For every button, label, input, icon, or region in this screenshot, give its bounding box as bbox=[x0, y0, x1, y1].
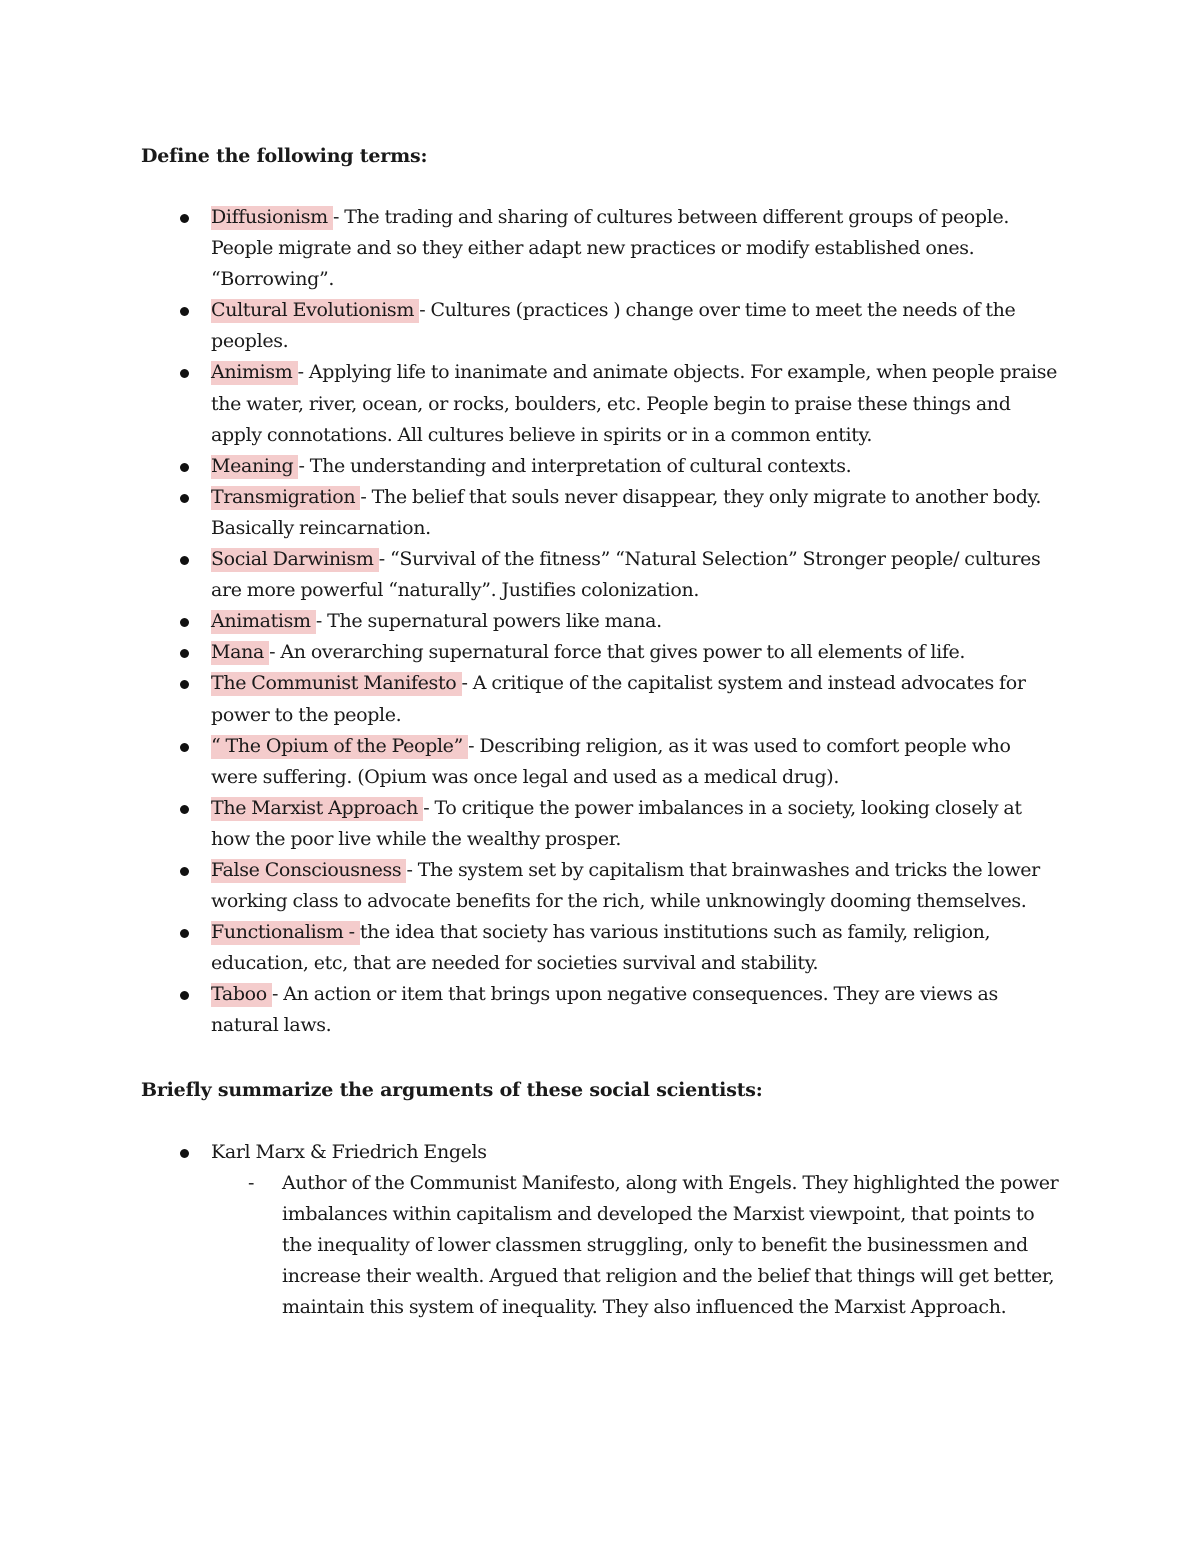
term-definition: - The understanding and interpretation of cultural contexts. bbox=[298, 454, 852, 477]
term-definition: - “Survival of the fitness” “Natural Selection” Stronger people/ cultures are more powerful “naturally”. Justifies colonization. bbox=[211, 548, 1041, 602]
term-definition: - The system set by capitalism that brainwashes and tricks the lower working class to advocate benefits for the rich, while unknowingly dooming themselves. bbox=[211, 858, 1040, 913]
bullet-icon bbox=[180, 307, 189, 316]
term-highlight: Cultural Evolutionism bbox=[211, 299, 420, 322]
section-heading-social-scientists: Briefly summarize the arguments of these social scientists: bbox=[141, 1079, 763, 1101]
term-highlight: Functionalism - bbox=[211, 921, 360, 944]
list-item bbox=[0, 482, 1200, 544]
terms-list bbox=[0, 202, 1200, 1042]
list-item bbox=[0, 295, 1200, 357]
bullet-icon bbox=[180, 805, 189, 814]
term-highlight: The Marxist Approach bbox=[211, 796, 424, 819]
term-definition: - Applying life to inanimate and animate objects. For example, when people praise the water, river, ocean, or rocks, boulders, etc. People begin to praise these things and apply connotations. All cultures believe in spirits or in a common entity. bbox=[211, 361, 1058, 446]
term-highlight: Social Darwinism bbox=[211, 548, 379, 571]
list-item bbox=[0, 544, 1200, 606]
scientist-summary: Author of the Communist Manifesto, along with Engels. They highlighted the power imbalances within capitalism and developed the Marxist viewpoint, that points to the inequality of lower classmen struggling, only to benefit the businessmen and increase their wealth. Argued that religion and the belief that things will get better, maintain this system of inequality. They also influenced the Marxist Approach. bbox=[282, 1172, 1059, 1319]
bullet-icon bbox=[180, 1149, 189, 1158]
term-definition: - Describing religion, as it was used to comfort people who were suffering. (Opium was once legal and used as a medical drug). bbox=[211, 734, 1011, 788]
scientists-list bbox=[0, 1137, 1200, 1324]
term-highlight: False Consciousness bbox=[211, 858, 407, 881]
term-definition: the idea that society has various institutions such as family, religion, education, etc, that are needed for societies survival and stability. bbox=[211, 921, 991, 975]
list-item bbox=[0, 451, 1200, 482]
section-heading-definitions: Define the following terms: bbox=[141, 145, 428, 167]
list-item bbox=[0, 793, 1200, 855]
term-definition: - Cultures (practices ) change over time to meet the needs of the peoples. bbox=[211, 299, 1016, 353]
list-item bbox=[0, 668, 1200, 730]
term-highlight: Transmigration bbox=[211, 485, 361, 508]
term-definition: - The supernatural powers like mana. bbox=[315, 610, 662, 633]
bullet-icon bbox=[180, 680, 189, 689]
dash-marker: - bbox=[248, 1172, 255, 1195]
term-highlight: Taboo bbox=[211, 983, 273, 1006]
bullet-icon bbox=[180, 929, 189, 938]
bullet-icon bbox=[180, 867, 189, 876]
term-highlight: Animatism bbox=[211, 610, 316, 633]
list-item bbox=[0, 731, 1200, 793]
scientist-name: Karl Marx & Friedrich Engels bbox=[211, 1141, 487, 1163]
list-item bbox=[0, 917, 1200, 979]
list-item bbox=[0, 1137, 1200, 1168]
term-highlight: Animism bbox=[211, 361, 298, 384]
term-definition: - A critique of the capitalist system and instead advocates for power to the people. bbox=[211, 672, 1026, 726]
term-definition: - The trading and sharing of cultures between different groups of people. People migrate and so they either adapt new practices or modify established ones. “Borrowing”. bbox=[211, 206, 1010, 291]
term-highlight: Mana bbox=[211, 641, 270, 664]
term-definition: - An overarching supernatural force that gives power to all elements of life. bbox=[269, 641, 966, 664]
list-item bbox=[0, 357, 1200, 450]
list-item bbox=[0, 979, 1200, 1041]
bullet-icon bbox=[180, 369, 189, 378]
sub-list-item bbox=[0, 1168, 1200, 1323]
bullet-icon bbox=[180, 214, 189, 223]
bullet-icon bbox=[180, 991, 189, 1000]
bullet-icon bbox=[180, 556, 189, 565]
list-item bbox=[0, 606, 1200, 637]
list-item bbox=[0, 637, 1200, 668]
bullet-icon bbox=[180, 618, 189, 627]
bullet-icon bbox=[180, 649, 189, 658]
term-highlight: “ The Opium of the People” bbox=[211, 734, 469, 757]
term-highlight: Diffusionism bbox=[211, 206, 333, 228]
term-definition: - The belief that souls never disappear, they only migrate to another body. Basically reincarnation. bbox=[211, 485, 1042, 539]
term-highlight: Meaning bbox=[211, 454, 299, 477]
list-item bbox=[0, 202, 1200, 295]
term-definition: - To critique the power imbalances in a society, looking closely at how the poor live while the wealthy prosper. bbox=[211, 796, 1022, 850]
list-item bbox=[0, 855, 1200, 917]
bullet-icon bbox=[180, 494, 189, 503]
bullet-icon bbox=[180, 743, 189, 752]
bullet-icon bbox=[180, 463, 189, 472]
term-highlight: The Communist Manifesto bbox=[211, 672, 462, 695]
term-definition: - An action or item that brings upon negative consequences. They are views as natural laws. bbox=[211, 983, 998, 1037]
